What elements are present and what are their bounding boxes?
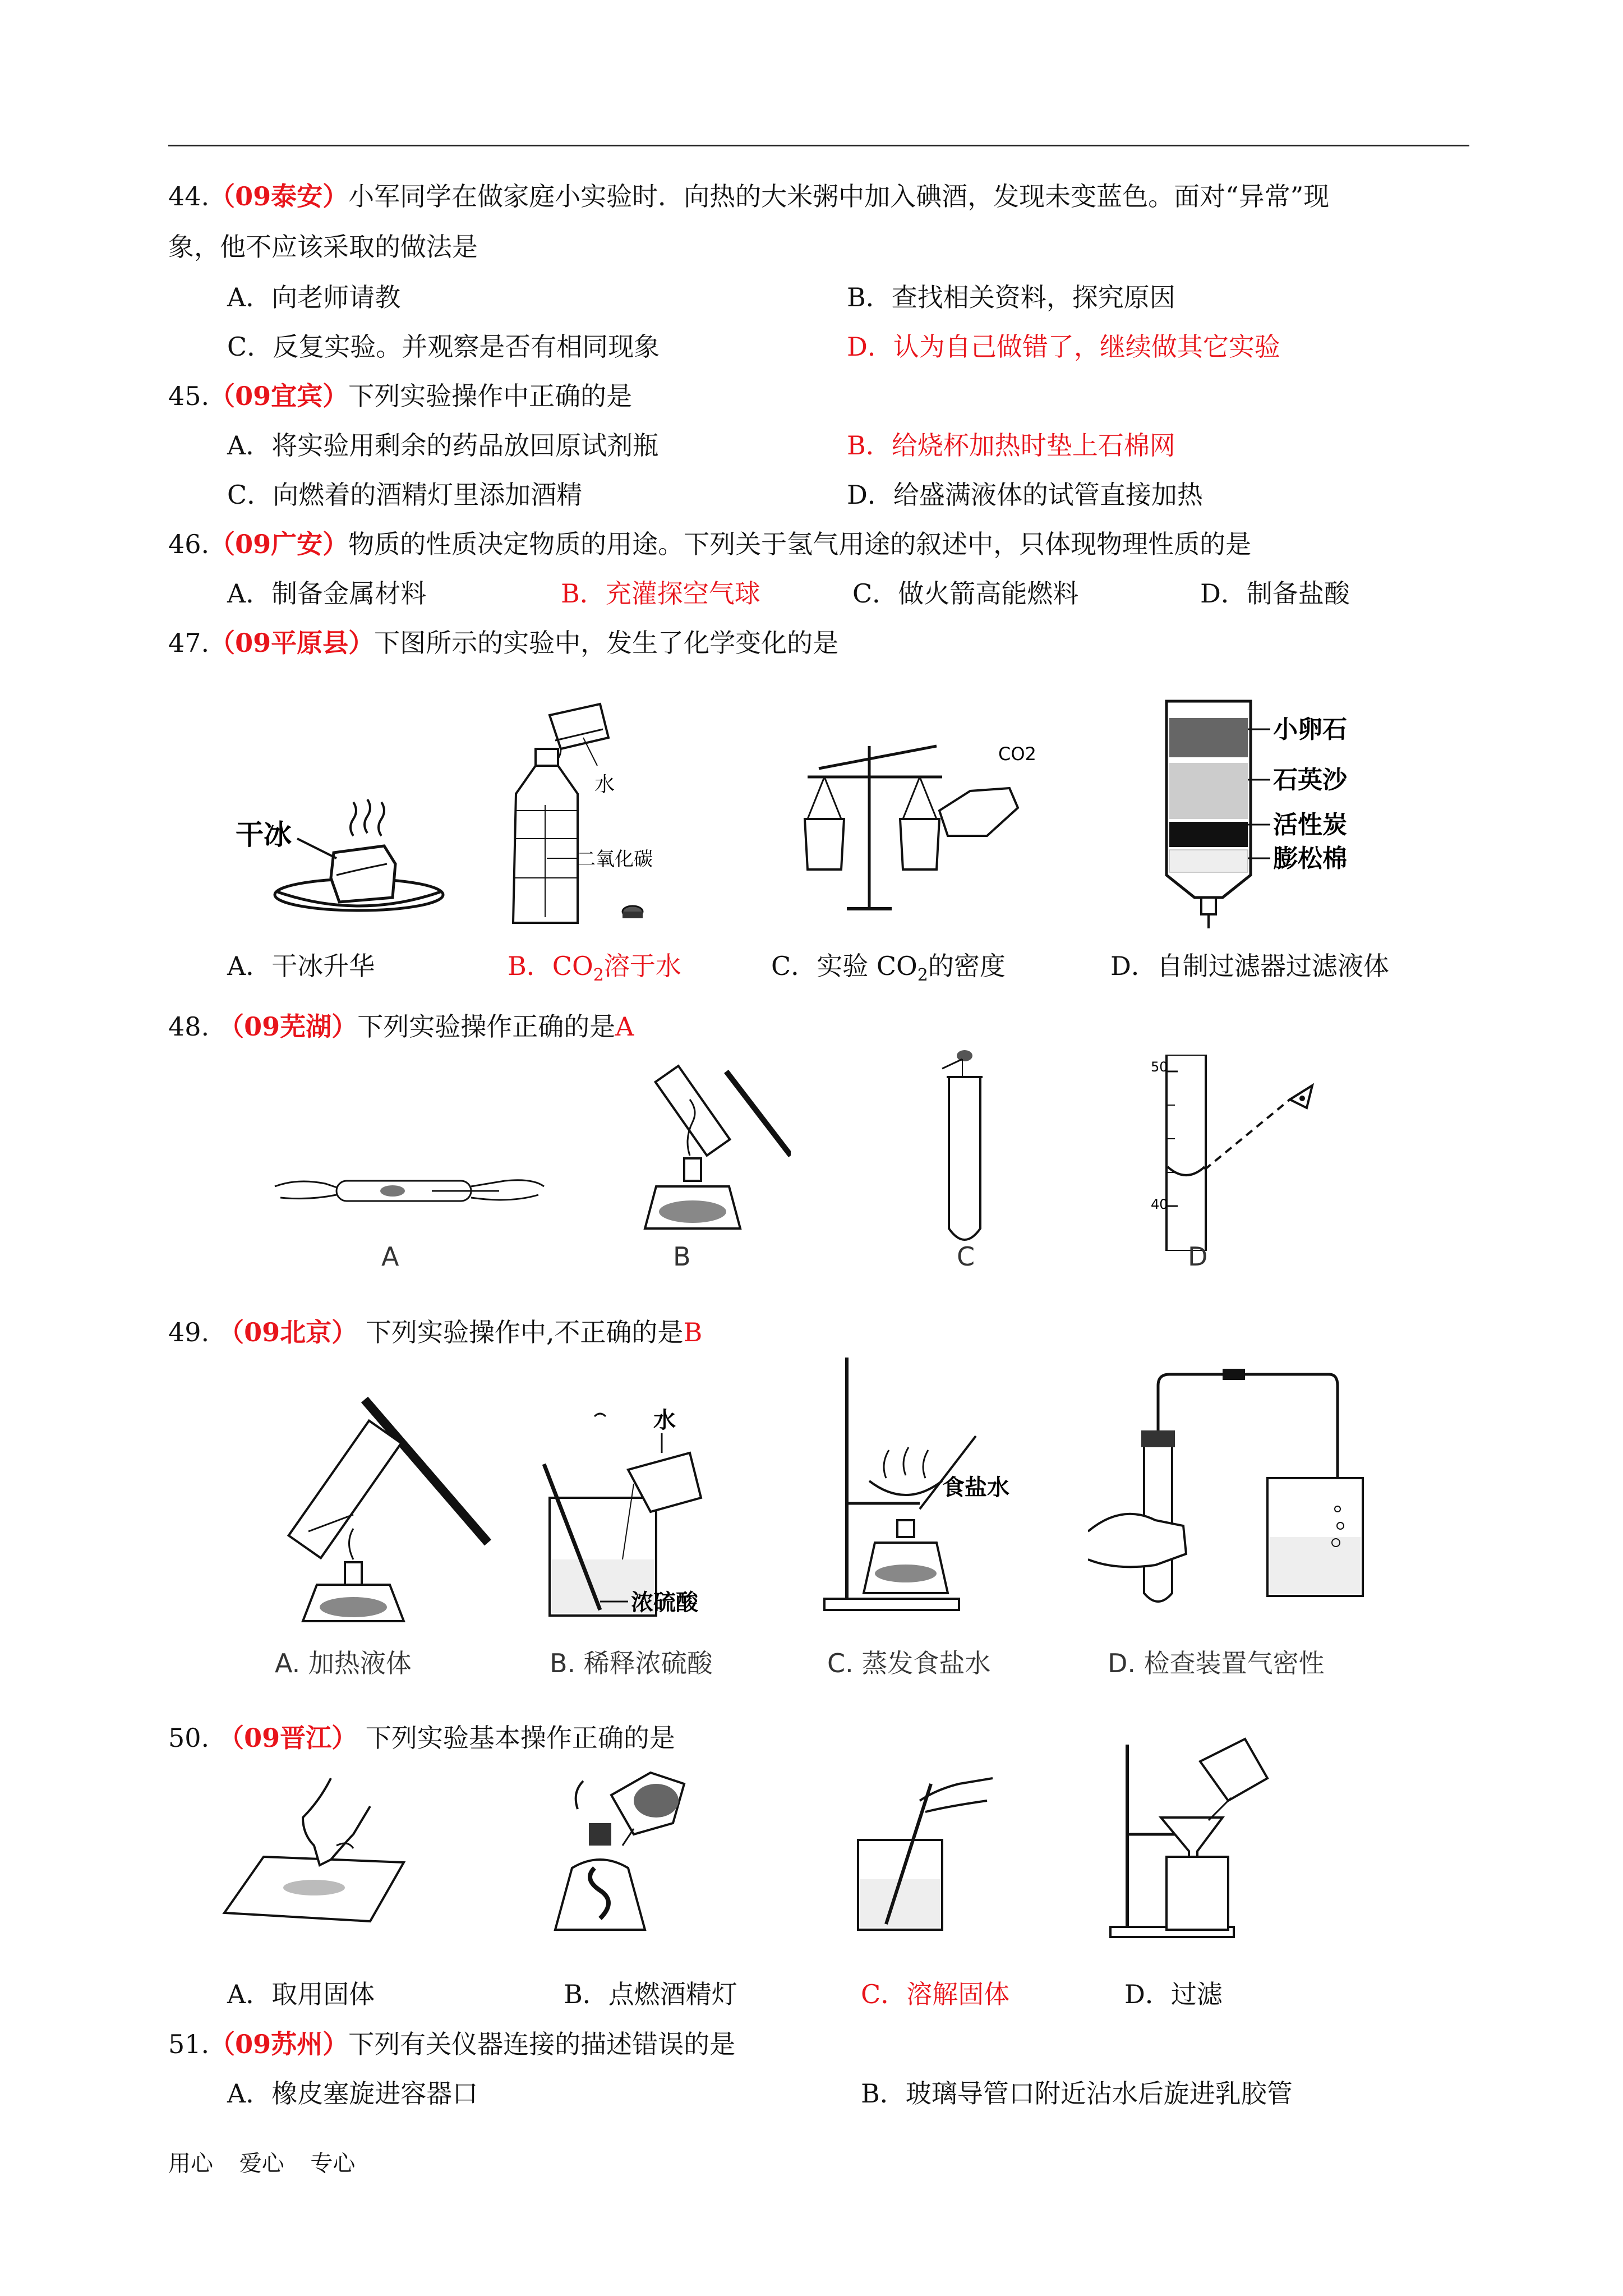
q50-figure-b — [538, 1761, 707, 1941]
carbon-label: 活性炭 — [1273, 811, 1347, 839]
header-rule — [168, 145, 1469, 146]
q45-stem: 45.（09宜宾）下列实验操作中正确的是 — [168, 381, 633, 411]
q46-option-c: C．做火箭高能燃料 — [852, 578, 1079, 609]
q50-stem: 50. （09晋江） 下列实验基本操作正确的是 — [168, 1723, 675, 1753]
q49-figure-d — [1088, 1363, 1368, 1610]
cylinder-bottom-label: 40 — [1151, 1197, 1168, 1212]
q46-option-a: A．制备金属材料 — [227, 578, 427, 609]
q44-option-b: B．查找相关资料，探究原因 — [847, 282, 1175, 312]
q51-stem: 51.（09苏州）下列有关仪器连接的描述错误的是 — [168, 2029, 736, 2059]
water-label: 水 — [653, 1407, 676, 1433]
q45-option-d: D．给盛满液体的试管直接加热 — [847, 480, 1203, 510]
q49-option-b: B. 稀释浓硫酸 — [550, 1648, 713, 1678]
q47-figure-dry-ice — [224, 780, 449, 931]
quartz-label: 石英沙 — [1273, 766, 1347, 794]
q50-option-d: D．过滤 — [1124, 1979, 1223, 2009]
q44-option-c: C．反复实验。并观察是否有相同现象 — [227, 332, 660, 362]
q46-option-d: D．制备盐酸 — [1200, 578, 1350, 609]
q50-option-a: A．取用固体 — [227, 1979, 375, 2009]
q44-stem: 44.（09泰安）小军同学在做家庭小实验时．向热的大米粥中加入碘酒，发现未变蓝色。面对“异常”现 — [168, 181, 1330, 211]
co2-label: 二氧化碳 — [577, 848, 653, 871]
q49-option-c: C. 蒸发食盐水 — [827, 1648, 991, 1678]
q44-stem-cont: 象，他不应该采取的做法是 — [168, 232, 478, 262]
q49-figure-a — [269, 1386, 494, 1632]
q49-figure-b — [533, 1391, 768, 1627]
q45-option-b-answer: B．给烧杯加热时垫上石棉网 — [847, 430, 1175, 461]
cotton-label: 膨松棉 — [1273, 844, 1347, 873]
q44-option-d-answer: D．认为自己做错了，继续做其它实验 — [847, 332, 1280, 362]
pebble-label: 小卵石 — [1273, 715, 1347, 744]
brine-label: 食盐水 — [942, 1475, 1009, 1501]
dry-ice-label: 干冰 — [236, 818, 292, 851]
q50-figure-c — [852, 1767, 998, 1935]
q51-option-a: A．橡皮塞旋进容器口 — [227, 2078, 478, 2109]
q51-option-b: B．玻璃导管口附近沾水后旋进乳胶管 — [861, 2078, 1293, 2109]
q49-stem: 49. （09北京） 下列实验操作中,不正确的是B — [168, 1317, 703, 1347]
q47-option-c: C．实验 $CO_2$的密度 — [771, 951, 1006, 986]
q48-figure-a — [264, 1156, 555, 1223]
q45-option-c: C．向燃着的酒精灯里添加酒精 — [227, 480, 583, 510]
q50-option-c-answer: C．溶解固体 — [861, 1979, 1010, 2009]
q49-option-a: A. 加热液体 — [275, 1648, 412, 1678]
q47-stem: 47.（09平原县）下图所示的实验中，发生了化学变化的是 — [168, 628, 839, 658]
q50-figure-d — [1099, 1728, 1279, 1941]
q46-option-b-answer: B．充灌探空气球 — [561, 578, 760, 609]
q50-option-b: B．点燃酒精灯 — [564, 1979, 737, 2009]
q48-label-d: D — [1188, 1241, 1208, 1272]
q49-figure-c — [808, 1352, 1071, 1616]
q47-option-b-answer: B．$CO_2$溶于水 — [508, 951, 681, 986]
q48-figure-b — [606, 1043, 791, 1251]
q47-figure-filter — [1138, 696, 1453, 931]
q46-stem: 46.（09广安）物质的性质决定物质的用途。下列关于氢气用途的叙述中，只体现物理性质的是 — [168, 529, 1252, 559]
q47-option-a: A．干冰升华 — [227, 951, 375, 981]
water-label: 水 — [594, 773, 615, 796]
page-footer: 用心 爱心 专心 — [168, 2151, 356, 2177]
q45-option-a: A．将实验用剩余的药品放回原试剂瓶 — [227, 430, 659, 461]
q47-figure-balance — [785, 724, 1054, 926]
q44-option-a: A．向老师请教 — [227, 282, 401, 312]
q48-figure-d — [1150, 1055, 1335, 1251]
co2-text: CO2 — [998, 743, 1036, 765]
cylinder-top-label: 50 — [1151, 1059, 1168, 1075]
q48-label-a: A — [381, 1241, 399, 1272]
q47-figure-bottle — [482, 693, 673, 934]
q48-label-b: B — [673, 1241, 691, 1272]
q48-label-c: C — [957, 1241, 975, 1272]
q50-figure-a — [219, 1767, 409, 1924]
q49-option-d: D. 检查装置气密性 — [1108, 1648, 1325, 1678]
q47-option-d: D．自制过滤器过滤液体 — [1110, 951, 1389, 981]
q48-stem: 48. （09芜湖）下列实验操作正确的是A — [168, 1011, 634, 1042]
q48-figure-c — [925, 1043, 1004, 1251]
acid-label: 浓硫酸 — [631, 1590, 698, 1616]
